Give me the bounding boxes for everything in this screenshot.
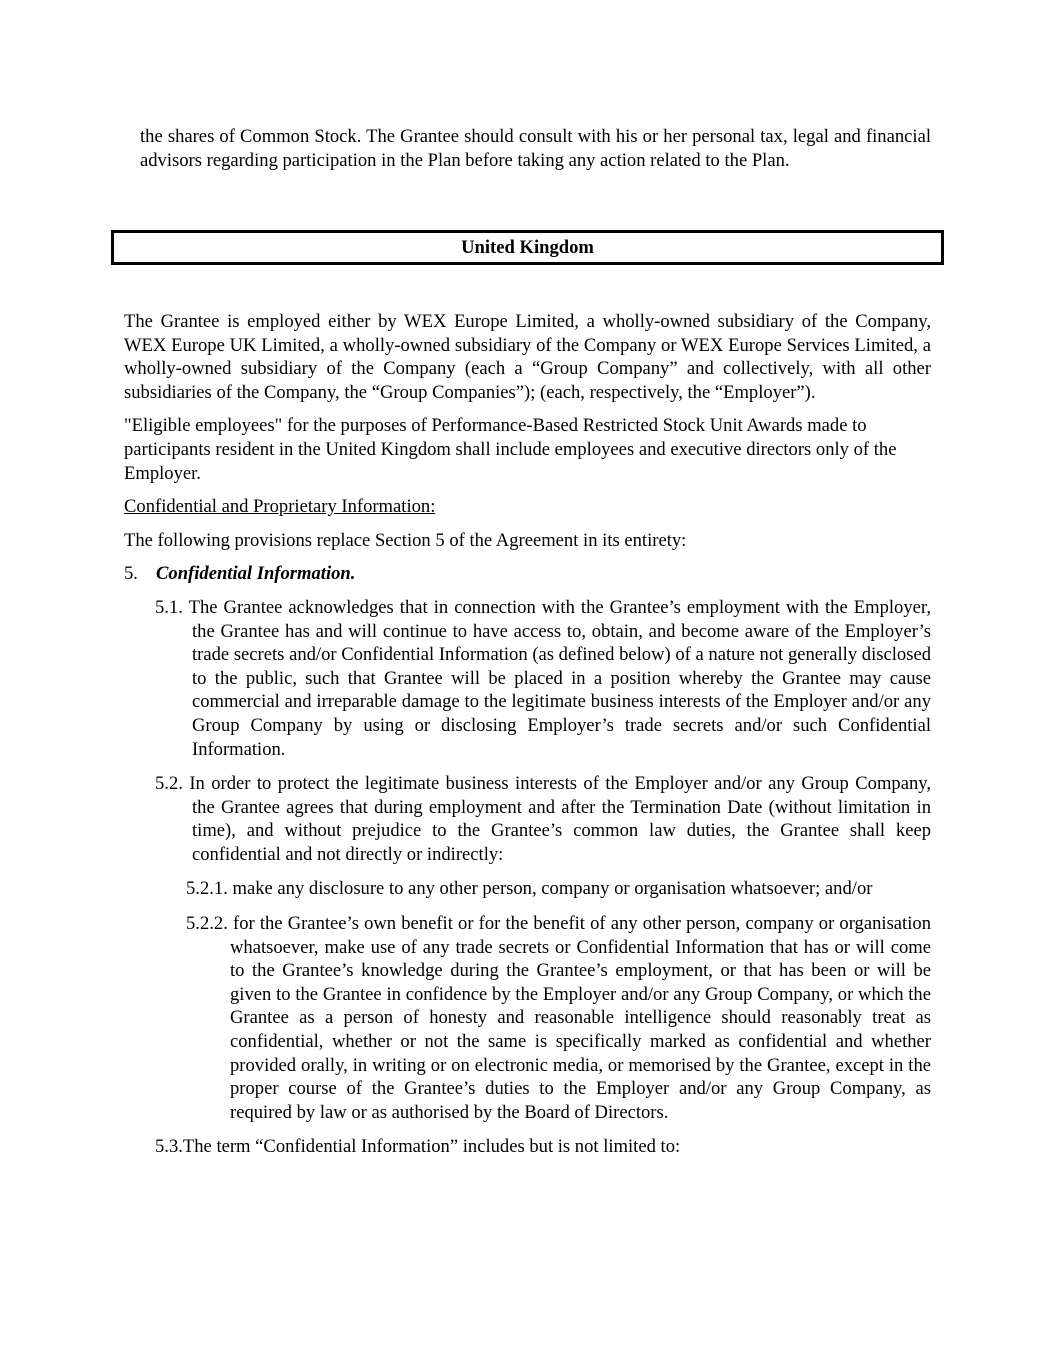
clause-5-3 xyxy=(155,1135,931,1159)
clause-5-1 xyxy=(155,596,931,761)
replace-paragraph: The following provisions replace Section 5 of the Agreement in its entirety: xyxy=(124,529,687,551)
clause-text: In order to protect the legitimate business interests of the Employer and/or any Group Company, the Grantee agrees that during employment and after the Termination Date (without limitation in time), and without prejudice to the Grantee’s common law duties, the Grantee shall keep confidential and not directly or indirectly: xyxy=(189,773,932,865)
clause-text: make any disclosure to any other person, company or organisation whatsoever; and/or xyxy=(232,878,873,900)
clause-number: 5.1. xyxy=(155,596,183,618)
section-5-title: Confidential Information. xyxy=(156,563,356,585)
document-body xyxy=(124,310,931,1159)
section-5-heading xyxy=(124,562,931,586)
clause-5-2-2 xyxy=(186,912,931,1124)
section-heading-box xyxy=(111,230,944,265)
clause-number: 5.2. xyxy=(155,773,183,795)
section-heading: United Kingdom xyxy=(461,236,594,258)
clause-number: 5.2.1. xyxy=(186,878,228,900)
clause-text: The Grantee acknowledges that in connection with the Grantee’s employment with the Employer, the Grantee has and will continue to have access to, obtain, and become aware of the Employer’s trade secrets and/or Confidential Information (as defined below) of a nature not generally disclosed to the public, such that Grantee will be placed in a position whereby the Grantee may cause commercial and irreparable damage to the legitimate business interests of the Employer and/or any Group Company by using or disclosing Employer’s trade secrets and/or such Confidential Information. xyxy=(188,596,931,760)
eligible-employees-paragraph: "Eligible employees" for the purposes of Performance-Based Restricted Stock Unit Awards made to participants resident in the United Kingdom shall include employees and executive directors only of the Employer. xyxy=(124,415,897,484)
clause-text: for the Grantee’s own benefit or for the benefit of any other person, company or organisation whatsoever, make use of any trade secrets or Confidential Information that has or will come to the Grantee’s knowledge during the Grantee’s employment, or that has been or will be given to the Grantee in confidence by the Employer and/or any Group Company, or which the Grantee as a person of honesty and reasonable intelligence should reasonably treat as confidential, whether or not the same is specifically marked as confidential and whether provided orally, in writing or on electronic media, or memorised by the Grantee, except in the proper course of the Grantee’s duties to the Employer and/or any Group Company, as required by law or as authorised by the Board of Directors. xyxy=(230,913,931,1123)
intro-paragraph: the shares of Common Stock. The Grantee should consult with his or her personal tax, legal and financial advisors regarding participation in the Plan before taking any action related to the Plan. xyxy=(140,126,931,171)
clause-5-2 xyxy=(155,772,931,866)
clause-5-2-1 xyxy=(186,877,931,901)
confidential-heading xyxy=(124,495,931,519)
section-5-number: 5. xyxy=(124,563,138,585)
confidential-heading-text: Confidential and Proprietary Information: xyxy=(124,496,436,518)
clause-text: The term “Confidential Information” includes but is not limited to: xyxy=(182,1136,681,1158)
clause-number: 5.3. xyxy=(155,1136,183,1158)
clause-number: 5.2.2. xyxy=(186,913,228,935)
employer-paragraph: The Grantee is employed either by WEX Europe Limited, a wholly-owned subsidiary of the Company, WEX Europe UK Limited, a wholly-owned subsidiary of the Company or WEX Europe Services Limited, a wholly-owned subsidiary of the Company (each a “Group Company” and collectively, with all other subsidiaries of the Company, the “Group Companies”); (each, respectively, the “Employer”). xyxy=(124,311,931,403)
